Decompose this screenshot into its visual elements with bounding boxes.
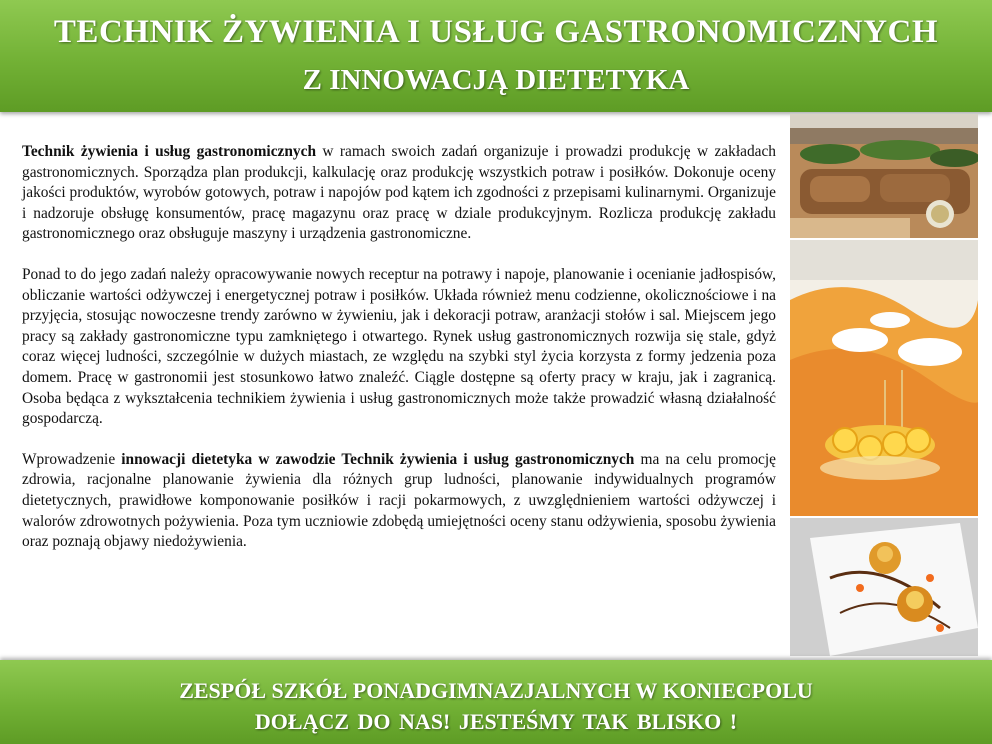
paragraph-1-text: w ramach swoich zadań organizuje i prowadzi produkcję w zakładach gastronomicznych. Sporządza plan produkcji, kalkulację oraz produkcję wszystkich potraw i posiłków. Dokonuje oceny jakości produktów, wyrobów gotowych, potraw i napojów pod kątem ich zgodności z przepisami kulinarnymi. Organizuje i nadzoruje obsługę konsumentów, pracę magazynu oraz pracę w dziale produkcyjnym. Rozlicza produkcję zakładu gastronomicznego oraz obsługuje maszyny i urządzenia gastronomiczne.	[22, 143, 776, 243]
paragraph-1-bold: Technik żywienia i usług gastronomicznych	[22, 143, 317, 160]
footer-banner	[0, 660, 992, 744]
page-title: TECHNIK ŻYWIENIA I USŁUG GASTRONOMICZNYCH	[53, 14, 939, 50]
paragraph-3-text: ma na celu promocję zdrowia, racjonalne planowanie żywienia dla różnych grup ludności, planowanie indywidualnych programów dietetycznych, prawidłowe komponowanie posiłków i racji pokarmowych, z uwzględnieniem wartości odżywczej i walorów zdrowotnych pożywienia. Poza tym uczniowie zdobędą umiejętności oceny stanu odżywienia, sposobu żywienia oraz poznają objawy niedożywienia.	[22, 450, 776, 551]
buffet-bread-photo	[790, 114, 978, 238]
page-subtitle: Z INNOWACJĄ DIETETYKA	[302, 64, 690, 96]
paragraph-3-start: Wprowadzenie	[22, 450, 122, 468]
paragraph-1	[22, 142, 776, 245]
header-banner	[0, 0, 992, 112]
paragraph-3	[22, 450, 776, 553]
join-us-slogan: DOŁĄCZ DO NAS! JESTEŚMY TAK BLISKO !	[254, 709, 738, 734]
paragraph-2: Ponad to do jego zadań należy opracowywanie nowych receptur na potrawy i napoje, planowanie i ocenianie jadłospisów, obliczanie wartości odżywczej i energetycznej potraw i posiłków. Układa również menu codzienne, okolicznościowe i na przyjęcia, stosując nowoczesne trendy zarówno w żywieniu, jak i dekoracji potraw, aranżacji stołów i sal. Miejscem jego pracy są zakłady gastronomiczne typu zamkniętego i otwartego. Rynek usług gastronomicznych rozwija się stale, gdyż coraz więcej ludności, szczególnie w dużych miastach, ze względu na szybki styl życia korzysta z formy jedzenia poza domem. Pracę w gastronomii jest stosunkowo łatwo znaleźć. Ciągle dostępne są oferty pracy w kraju, jak i zagranicą. Osoba będąca z wykształcenia technikiem żywienia i usług gastronomicznych może także prowadzić własną działalność gospodarczą.	[22, 265, 776, 428]
article-body	[22, 142, 776, 573]
baked-apple-photo	[790, 518, 978, 656]
orange-dessert-photo	[790, 240, 978, 516]
school-name: ZESPÓŁ SZKÓŁ PONADGIMNAZJALNYCH W KONIECPOLU	[179, 678, 813, 703]
paragraph-3-bold: innowacji dietetyka w zawodzie Technik żywienia i usług gastronomicznych	[121, 450, 635, 468]
